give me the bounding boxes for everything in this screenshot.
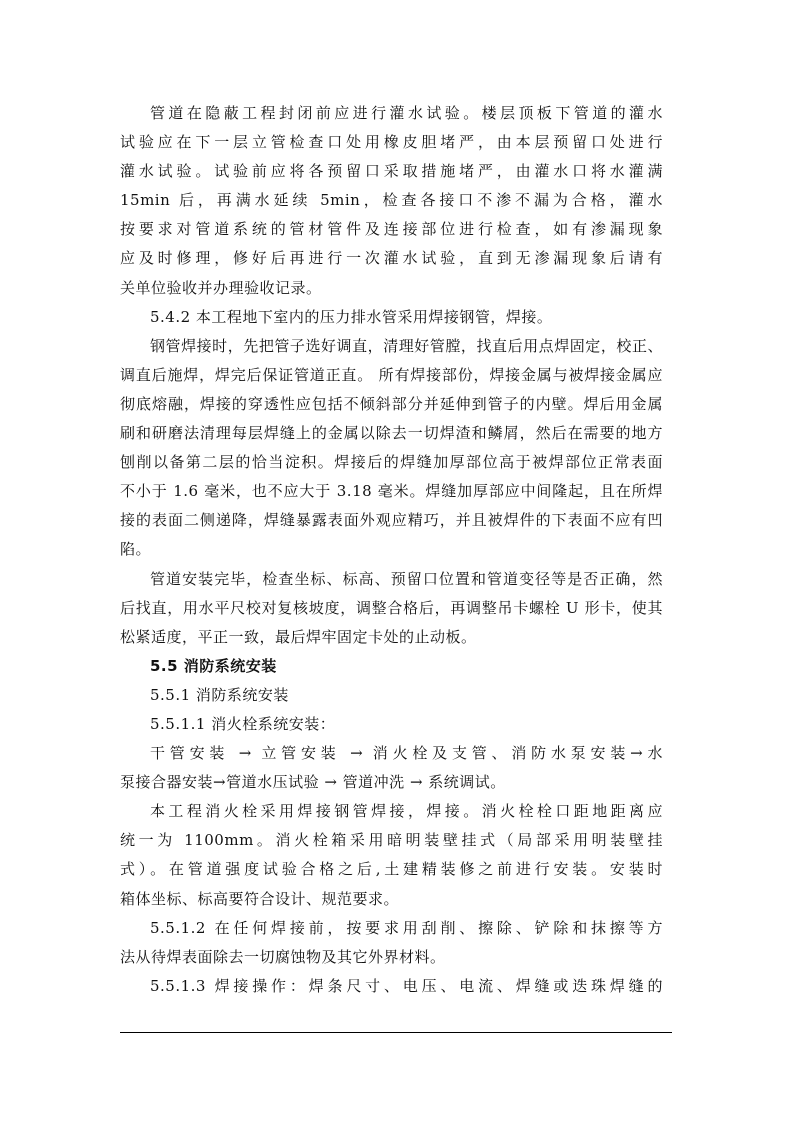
text-line: 法从待焊表面除去一切腐蚀物及其它外界材料。 bbox=[120, 947, 446, 966]
text-line: 陷。 bbox=[120, 540, 152, 559]
text-line: 刨削以备第二层的恰当淀积。焊接后的焊缝加厚部位高于被焊部位正常表面 bbox=[120, 453, 663, 472]
text-line: 式）。在管道强度试验合格之后,土建精装修之前进行安装。安装时 bbox=[120, 860, 663, 879]
text-line: 松紧适度，平正一致，最后焊牢固定卡处的止动板。 bbox=[120, 627, 477, 646]
text-line: 泵接合器安装→管道水压试验 → 管道冲洗 → 系统调试。 bbox=[120, 773, 506, 792]
text-line: 关单位验收并办理验收记录。 bbox=[120, 278, 322, 297]
text-line: 5.5.1.3 焊接操作：焊条尺寸、电压、电流、焊缝或迭珠焊缝的 bbox=[150, 976, 663, 995]
text-line: 15min 后，再满水延续 5min，检查各接口不渗不漏为合格，灌水 bbox=[120, 191, 663, 210]
text-line: 彻底熔融，焊接的穿透性应包括不倾斜部分并延伸到管子的内壁。焊后用金属 bbox=[120, 394, 663, 413]
text-line: 统一为 1100mm。消火栓箱采用暗明装壁挂式（局部采用明装壁挂 bbox=[120, 831, 663, 850]
text-line: 箱体坐标、标高要符合设计、规范要求。 bbox=[120, 889, 400, 908]
text-line: 5.5.1.2 在任何焊接前，按要求用刮削、擦除、铲除和抹擦等方 bbox=[150, 918, 663, 937]
text-line: 5.5.1 消防系统安装 bbox=[150, 685, 289, 704]
text-line: 本工程消火栓采用焊接钢管焊接，焊接。消火栓栓口距地距离应 bbox=[150, 802, 663, 821]
text-line: 5.5.1.1 消火栓系统安装： bbox=[150, 714, 336, 733]
text-line: 试验应在下一层立管检查口处用橡皮胆堵严，由本层预留口处进行 bbox=[120, 133, 663, 152]
text-line: 管道安装完毕，检查坐标、标高、预留口位置和管道变径等是否正确，然 bbox=[150, 569, 663, 588]
text-line: 灌水试验。试验前应将各预留口采取措施堵严，由灌水口将水灌满 bbox=[120, 162, 663, 181]
text-line: 干管安装 → 立管安装 → 消火栓及支管、消防水泵安装→水 bbox=[150, 744, 663, 763]
footer-rule bbox=[120, 1032, 672, 1033]
text-line: 钢管焊接时，先把管子选好调直，清理好管膛，找直后用点焊固定，校正、 bbox=[150, 336, 663, 355]
document-body bbox=[120, 99, 663, 1001]
text-line: 调直后施焊，焊完后保证管道正直。 所有焊接部份，焊接金属与被焊接金属应 bbox=[120, 365, 663, 384]
text-line: 按要求对管道系统的管材管件及连接部位进行检查，如有渗漏现象 bbox=[120, 220, 663, 239]
text-line: 后找直，用水平尺校对复核坡度，调整合格后，再调整吊卡螺栓 U 形卡，使其 bbox=[120, 598, 663, 617]
section-heading: 5.5 消防系统安装 bbox=[150, 656, 277, 675]
text-line: 不小于 1.6 毫米，也不应大于 3.18 毫米。焊缝加厚部应中间隆起，且在所焊 bbox=[120, 482, 663, 501]
text-line: 应及时修理，修好后再进行一次灌水试验，直到无渗漏现象后请有 bbox=[120, 249, 663, 268]
text-line: 接的表面二侧递降，焊缝暴露表面外观应精巧，并且被焊件的下表面不应有凹 bbox=[120, 511, 663, 530]
text-line: 5.4.2 本工程地下室内的压力排水管采用焊接钢管，焊接。 bbox=[150, 307, 553, 326]
text-line: 管道在隐蔽工程封闭前应进行灌水试验。楼层顶板下管道的灌水 bbox=[150, 104, 663, 122]
text-line: 刷和研磨法清理每层焊缝上的金属以除去一切焊渣和鳞屑，然后在需要的地方 bbox=[120, 424, 663, 443]
